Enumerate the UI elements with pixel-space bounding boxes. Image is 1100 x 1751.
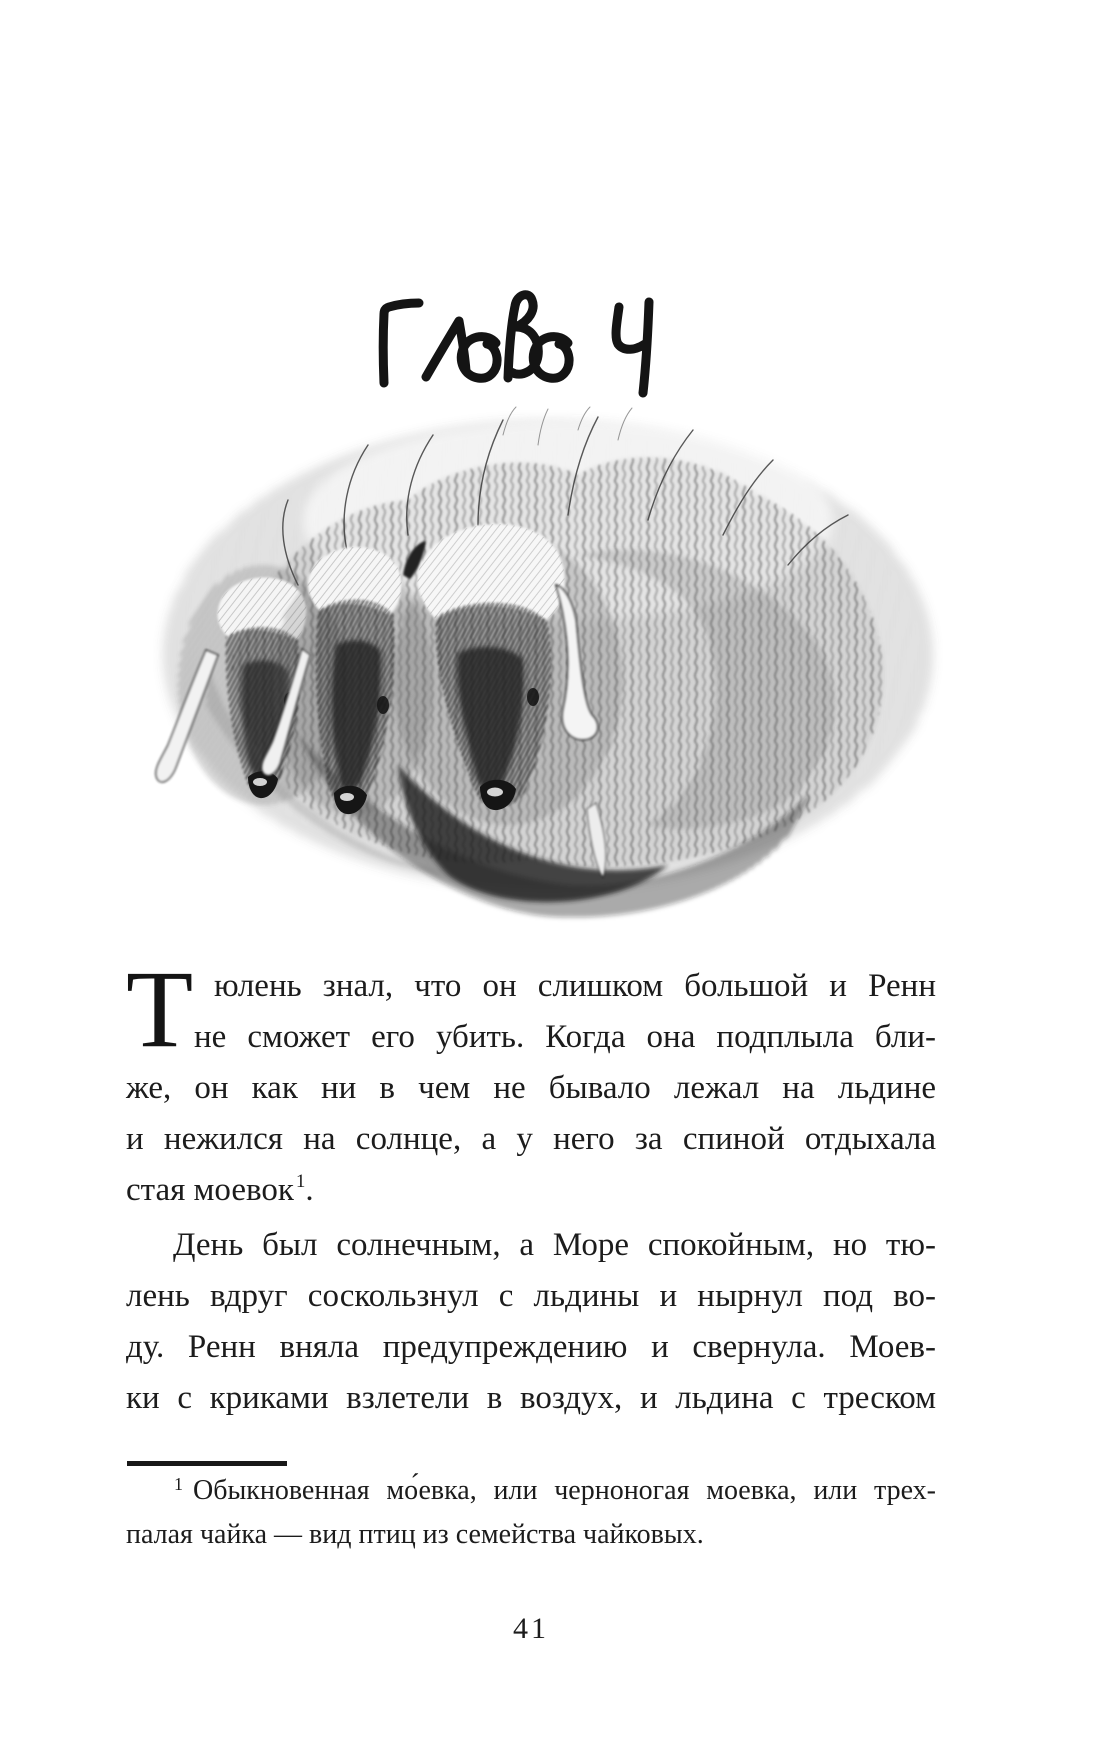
footnote-line: палая чайка — вид птиц из семейства чайковых.	[126, 1519, 704, 1550]
text-line	[126, 1165, 936, 1220]
text-line: же, он как ни в чем не бывало лежал на льдине	[126, 1070, 936, 1106]
musk-oxen-engraving	[148, 405, 948, 930]
chapter-heading-lettering	[366, 280, 666, 405]
footnote-text: Обыкновенная мо́евка, или черноногая моевка, или трех-	[193, 1475, 936, 1506]
text-line: День был солнечным, а Море спокойным, но тю-	[173, 1227, 936, 1263]
footnote-separator	[127, 1461, 287, 1466]
chapter-heading	[366, 280, 666, 405]
body-text	[126, 948, 936, 1424]
text-line: ду. Ренн вняла предупреждению и свернула. Моев-	[126, 1329, 936, 1365]
text-run: стая моевок	[126, 1172, 294, 1208]
text-line: и нежился на солнце, а у него за спиной отдыхала	[126, 1121, 936, 1157]
footnote-line	[126, 1470, 936, 1514]
text-line: не сможет его убить. Когда она подплыла бли-	[194, 1019, 936, 1055]
drop-cap: Т	[126, 948, 194, 1070]
text-line: юлень знал, что он слишком большой и Ренн	[214, 968, 936, 1004]
footnote	[126, 1470, 936, 1556]
page-number: 41	[513, 1612, 549, 1645]
text-run: .	[305, 1172, 314, 1208]
musk-oxen-illustration	[148, 405, 948, 930]
text-line: ки с криками взлетели в воздух, и льдина с треском	[126, 1380, 936, 1416]
footnote-reference: 1	[295, 1171, 306, 1192]
text-line: лень вдруг соскользнул с льдины и нырнул под во-	[126, 1278, 936, 1314]
footnote-marker: 1	[174, 1474, 183, 1494]
